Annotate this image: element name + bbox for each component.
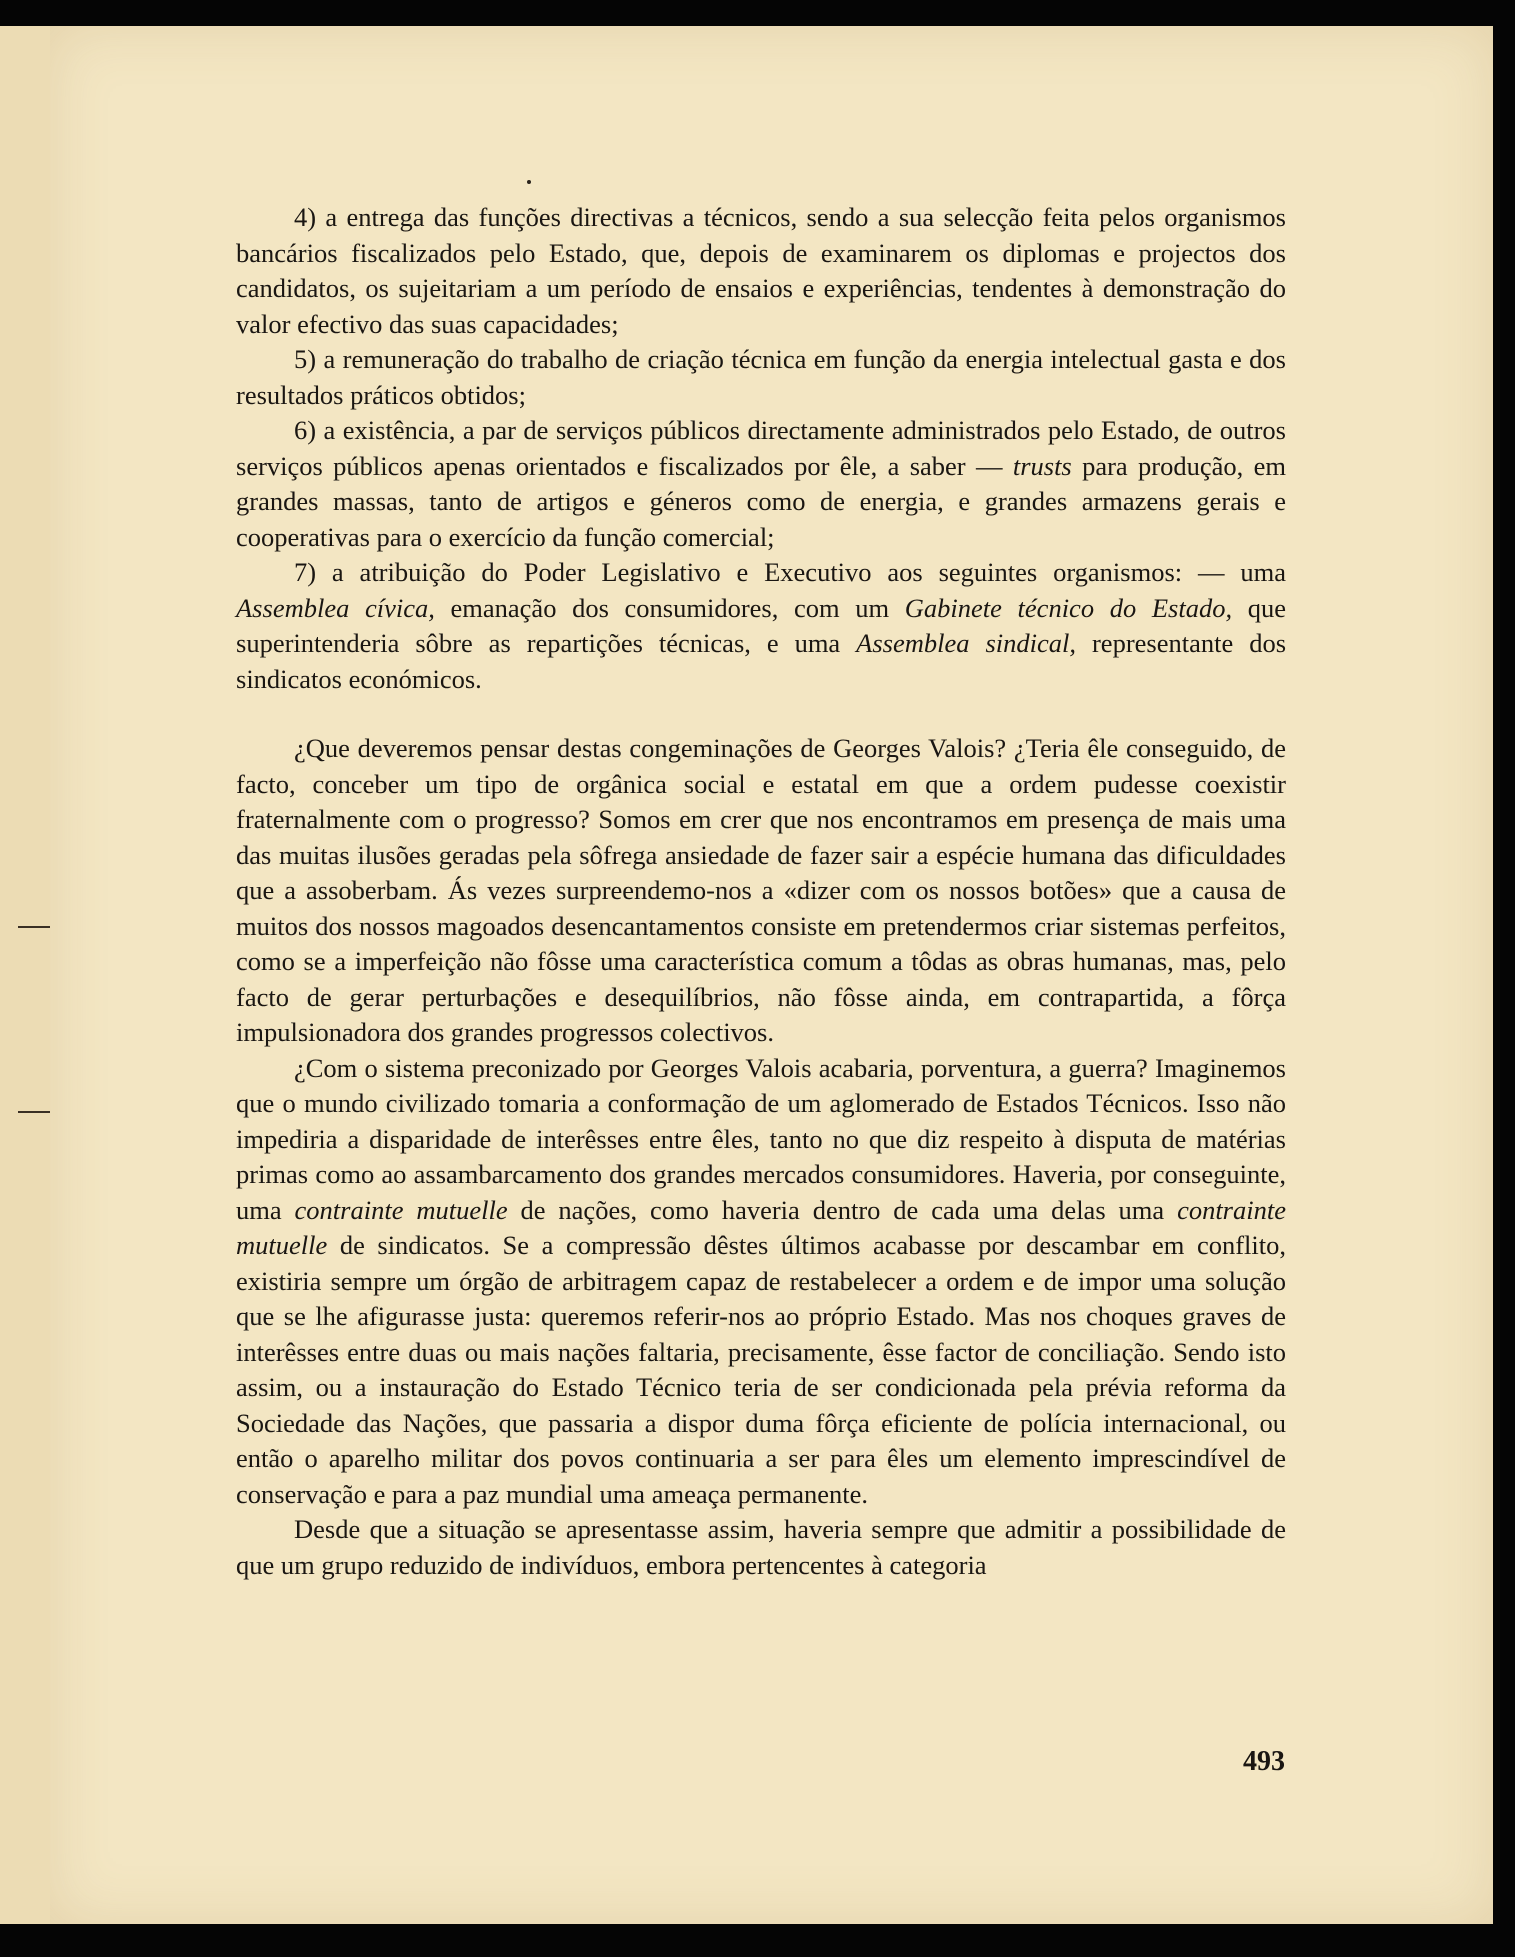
page-number: 493	[1243, 1746, 1285, 1777]
text-run: 4) a entrega das funções directivas a técnicos, sendo a sua selecção feita pelos organismos bancários fiscalizados pelo Estado, que, depois de examinarem os diplomas e projectos dos candidatos, os sujeitariam a um período de ensaios e experiências, tendentes à demonstração do valor efectivo das suas capacidades;	[236, 202, 1286, 339]
binding-edge	[0, 26, 53, 1924]
text-run: emanação dos consumidores, com um	[434, 592, 905, 623]
italic-term: contrainte mutuelle	[294, 1194, 508, 1225]
italic-term: contrainte mutuelle	[236, 1194, 1286, 1260]
paragraph	[236, 1512, 1286, 1583]
paragraph	[236, 413, 1286, 555]
text-run: Desde que a situação se apresentasse assim, haveria sempre que admitir a possibilidade de que um grupo reduzido de indivíduos, embora pertencentes à categoria	[236, 1514, 1286, 1580]
text-run: que superintenderia sôbre as repartições técnicas, e uma	[236, 592, 1286, 658]
text-run: 5) a remuneração do trabalho de criação técnica em função da energia intelectual gasta e dos resultados práticos obtidos;	[236, 344, 1286, 410]
print-speck	[527, 180, 531, 184]
text-run: para produção, em grandes massas, tanto de artigos e géneros como de energia, e grandes armazens gerais e cooperativas para o exercício da função comercial;	[236, 450, 1286, 552]
text-run: ¿Com o sistema preconizado por Georges Valois acabaria, porventura, a guerra? Imaginemos que o mundo civilizado tomaria a conformação de um aglomerado de Estados Técnicos. Isso não impediria a disparidade de interêsses entre êles, tanto no que diz respeito à disputa de matérias primas como ao assambarcamento dos grandes mercados consumidores. Haveria, por conseguinte, uma	[236, 1052, 1286, 1225]
paragraph	[236, 200, 1286, 342]
italic-term: Assemblea cívica,	[236, 592, 435, 623]
text-run: de nações, como haveria dentro de cada uma delas uma	[507, 1194, 1178, 1225]
text-run: 7) a atribuição do Poder Legislativo e Executivo aos seguintes organismos: — uma	[294, 557, 1286, 587]
italic-term: trusts	[1012, 450, 1072, 481]
italic-term: Gabinete técnico do Estado,	[904, 592, 1233, 623]
text-run: ¿Que deveremos pensar destas congeminações de Georges Valois? ¿Teria êle conseguido, de facto, conceber um tipo de orgânica social e estatal em que a ordem pudesse coexistir fraternalmente com o progresso? Somos em crer que nos encontramos em presença de mais uma das muitas ilusões geradas pela sôfrega ansiedade de fazer sair a espécie humana das dificuldades que a assoberbam. Ás vezes surpreendemo-nos a «dizer com os nossos botões» que a causa de muitos dos nossos magoados desencantamentos consiste em pretendermos criar sistemas perfeitos, como se a imperfeição não fôsse uma característica comum a tôdas as obras humanas, mas, pelo facto de gerar perturbações e desequilíbrios, não fôsse ainda, em contrapartida, a fôrça impulsionadora dos grandes progressos colectivos.	[236, 733, 1286, 1047]
paragraph	[236, 1051, 1286, 1513]
text-run: de sindicatos. Se a compressão dêstes últimos acabasse por descambar em conflito, existiria sempre um órgão de arbitragem capaz de restabelecer a ordem e de impor uma solução que se lhe afigurasse justa: queremos referir-nos ao próprio Estado. Mas nos choques graves de interêsses entre duas ou mais nações faltaria, precisamente, êsse factor de conciliação. Sendo isto assim, ou a instauração do Estado Técnico teria de ser condicionada pela prévia reforma da Sociedade das Nações, que passaria a dispor duma fôrça eficiente de polícia internacional, ou então o aparelho militar dos povos continuaria a ser para êles um elemento imprescindível de conservação e para a paz mundial uma ameaça permanente.	[236, 1230, 1286, 1509]
text-run: representante dos sindicatos económicos.	[236, 628, 1287, 694]
italic-term: Assemblea sindical,	[856, 628, 1077, 658]
paragraph	[236, 342, 1286, 413]
paragraph	[236, 555, 1286, 697]
body-text	[236, 200, 1286, 1583]
text-run: 6) a existência, a par de serviços públicos directamente administrados pelo Estado, de outros serviços públicos apenas orientados e fiscalizados por êle, a saber —	[236, 415, 1286, 481]
paragraph	[236, 731, 1286, 1051]
